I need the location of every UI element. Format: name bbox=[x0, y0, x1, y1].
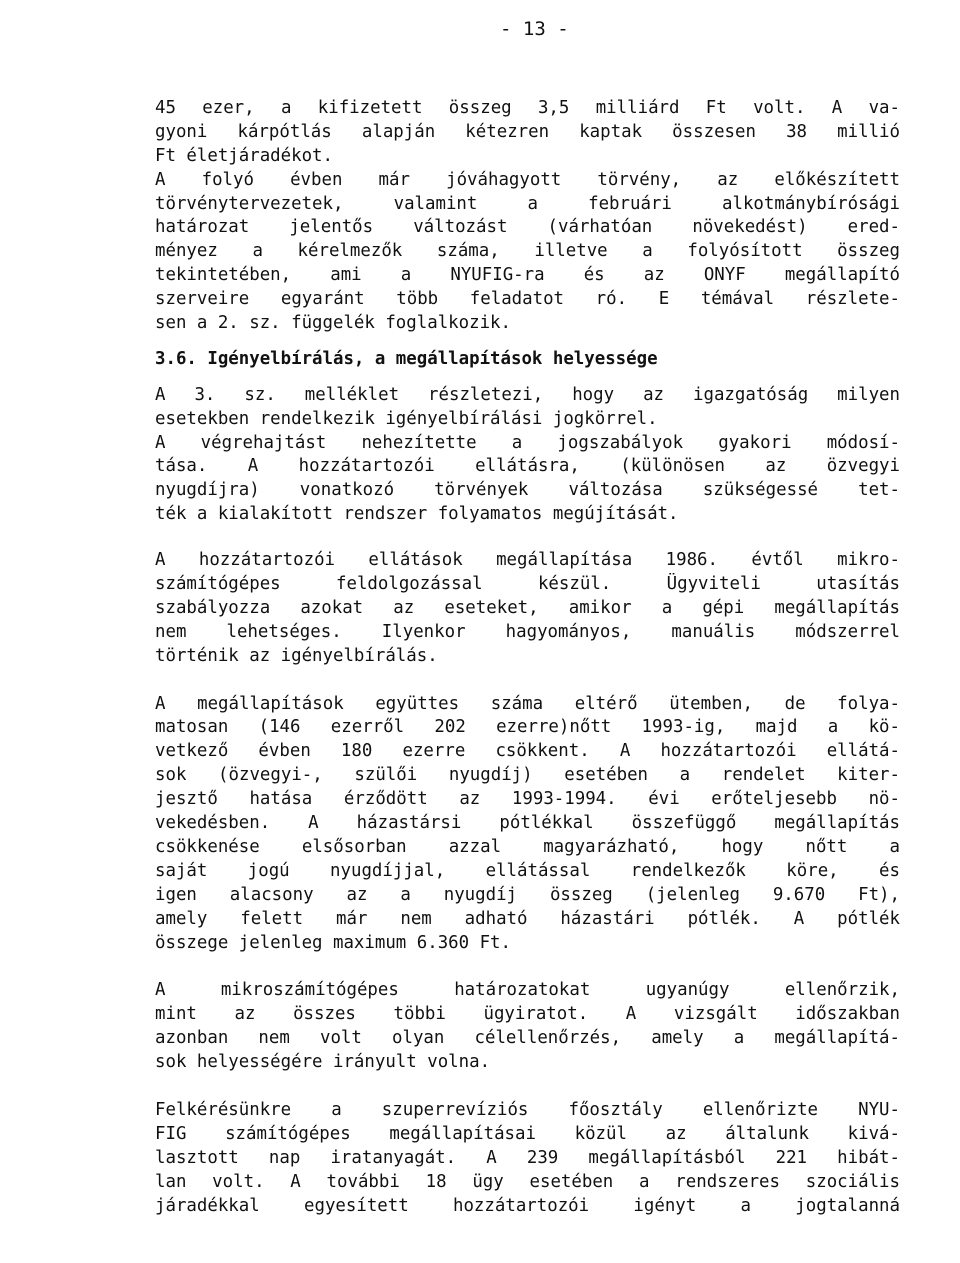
paragraph-intro bbox=[155, 97, 900, 336]
text-line: saját jogú nyugdíjjal, ellátással rendelkezők köre, és bbox=[155, 860, 900, 881]
text-line: esetekben rendelkezik igényelbírálási jogkörrel. bbox=[155, 408, 658, 429]
text-line: ményez a kérelmezők száma, illetve a folyósított összeg bbox=[155, 241, 900, 262]
text-line: történik az igényelbírálás. bbox=[155, 645, 438, 666]
paragraph-mikroszamitogepes bbox=[155, 549, 900, 668]
text-line: A megállapítások együttes száma eltérő ütemben, de folya- bbox=[155, 693, 900, 714]
paragraph-gap bbox=[155, 527, 900, 549]
text-line: Felkérésünkre a szuperrevíziós főosztály ellenőrizte NYU- bbox=[155, 1099, 900, 1120]
text-line: törvénytervezetek, valamint a februári alkotmánybírósági bbox=[155, 193, 900, 214]
paragraph-szuperrevizio bbox=[155, 1099, 900, 1218]
text-line: jesztő hatása érződött az 1993-1994. évi erőteljesebb nö- bbox=[155, 789, 900, 810]
text-line: lasztott nap iratanyagát. A 239 megállapításból 221 hibát- bbox=[155, 1147, 900, 1168]
text-line: A folyó évben már jóváhagyott törvény, az előkészített bbox=[155, 169, 900, 190]
text-line: tekintetében, ami a NYUFIG-ra és az ONYF megállapító bbox=[155, 265, 900, 286]
paragraph-gap bbox=[155, 955, 900, 979]
text-line: igen alacsony az a nyugdíj összeg (jelenleg 9.670 Ft), bbox=[155, 884, 900, 905]
text-line: A hozzátartozói ellátások megállapítása 1986. évtől mikro- bbox=[155, 550, 900, 571]
section-heading: 3.6. Igényelbírálás, a megállapítások helyessége bbox=[155, 348, 658, 369]
text-line: sen a 2. sz. függelék foglalkozik. bbox=[155, 313, 511, 334]
paragraph-megallapitasok bbox=[155, 693, 900, 956]
document-body bbox=[155, 97, 900, 1218]
paragraph-gap bbox=[155, 669, 900, 693]
page-number: - 13 - bbox=[500, 18, 569, 40]
text-line: A 3. sz. melléklet részletezi, hogy az igazgatóság milyen bbox=[155, 384, 900, 405]
text-line: vekedésben. A házastársi pótlékkal összefüggő megállapítás bbox=[155, 813, 900, 834]
text-line: FIG számítógépes megállapításai közül az általunk kivá- bbox=[155, 1123, 900, 1144]
text-line: ték a kialakított rendszer folyamatos megújítását. bbox=[155, 504, 679, 525]
text-line: nyugdíjra) vonatkozó törvények változása szükségessé tet- bbox=[155, 480, 900, 501]
text-line: A mikroszámítógépes határozatokat ugyanúgy ellenőrzik, bbox=[155, 980, 900, 1001]
text-line: nem lehetséges. Ilyenkor hagyományos, manuális módszerrel bbox=[155, 621, 900, 642]
text-line: sok helyességére irányult volna. bbox=[155, 1052, 491, 1073]
text-line: vetkező évben 180 ezerre csökkent. A hozzátartozói ellátá- bbox=[155, 741, 900, 762]
text-line: lan volt. A további 18 ügy esetében a rendszeres szociális bbox=[155, 1171, 900, 1192]
text-line: mint az összes többi ügyiratot. A vizsgált időszakban bbox=[155, 1004, 900, 1025]
text-line: azonban nem volt olyan célellenőrzés, amely a megállapítá- bbox=[155, 1028, 900, 1049]
text-line: járadékkal egyesített hozzátartozói igényt a jogtalanná bbox=[155, 1195, 900, 1216]
text-line: szerveire egyaránt több feladatot ró. E témával részlete- bbox=[155, 289, 900, 310]
text-line: csökkenése elsősorban azzal magyarázható, hogy nőtt a bbox=[155, 836, 900, 857]
paragraph-ellenorzes bbox=[155, 979, 900, 1075]
text-line: számítógépes feldolgozással készül. Ügyviteli utasítás bbox=[155, 574, 900, 595]
text-line: A végrehajtást nehezítette a jogszabályok gyakori módosí- bbox=[155, 432, 900, 453]
text-line: tása. A hozzátartozói ellátásra, (különösen az özvegyi bbox=[155, 456, 900, 477]
text-line: szabályozza azokat az eseteket, amikor a gépi megállapítás bbox=[155, 597, 900, 618]
text-line: amely felett már nem adható házastári pótlék. A pótlék bbox=[155, 908, 900, 929]
text-line: matosan (146 ezerről 202 ezerre)nőtt 1993-ig, majd a kö- bbox=[155, 717, 900, 738]
text-line: 45 ezer, a kifizetett összeg 3,5 milliárd Ft volt. A va- bbox=[155, 98, 900, 118]
text-line: gyoni kárpótlás alapján kétezren kaptak összesen 38 millió bbox=[155, 121, 900, 142]
paragraph-gap bbox=[155, 1075, 900, 1099]
text-line: határozat jelentős változást (várhatóan növekedést) ered- bbox=[155, 217, 900, 238]
text-line: összege jelenleg maximum 6.360 Ft. bbox=[155, 932, 511, 953]
paragraph-igenyelbiralas bbox=[155, 384, 900, 527]
text-line: sok (özvegyi-, szülői nyugdíj) esetében a rendelet kiter- bbox=[155, 765, 900, 786]
text-line: Ft életjáradékot. bbox=[155, 145, 333, 166]
